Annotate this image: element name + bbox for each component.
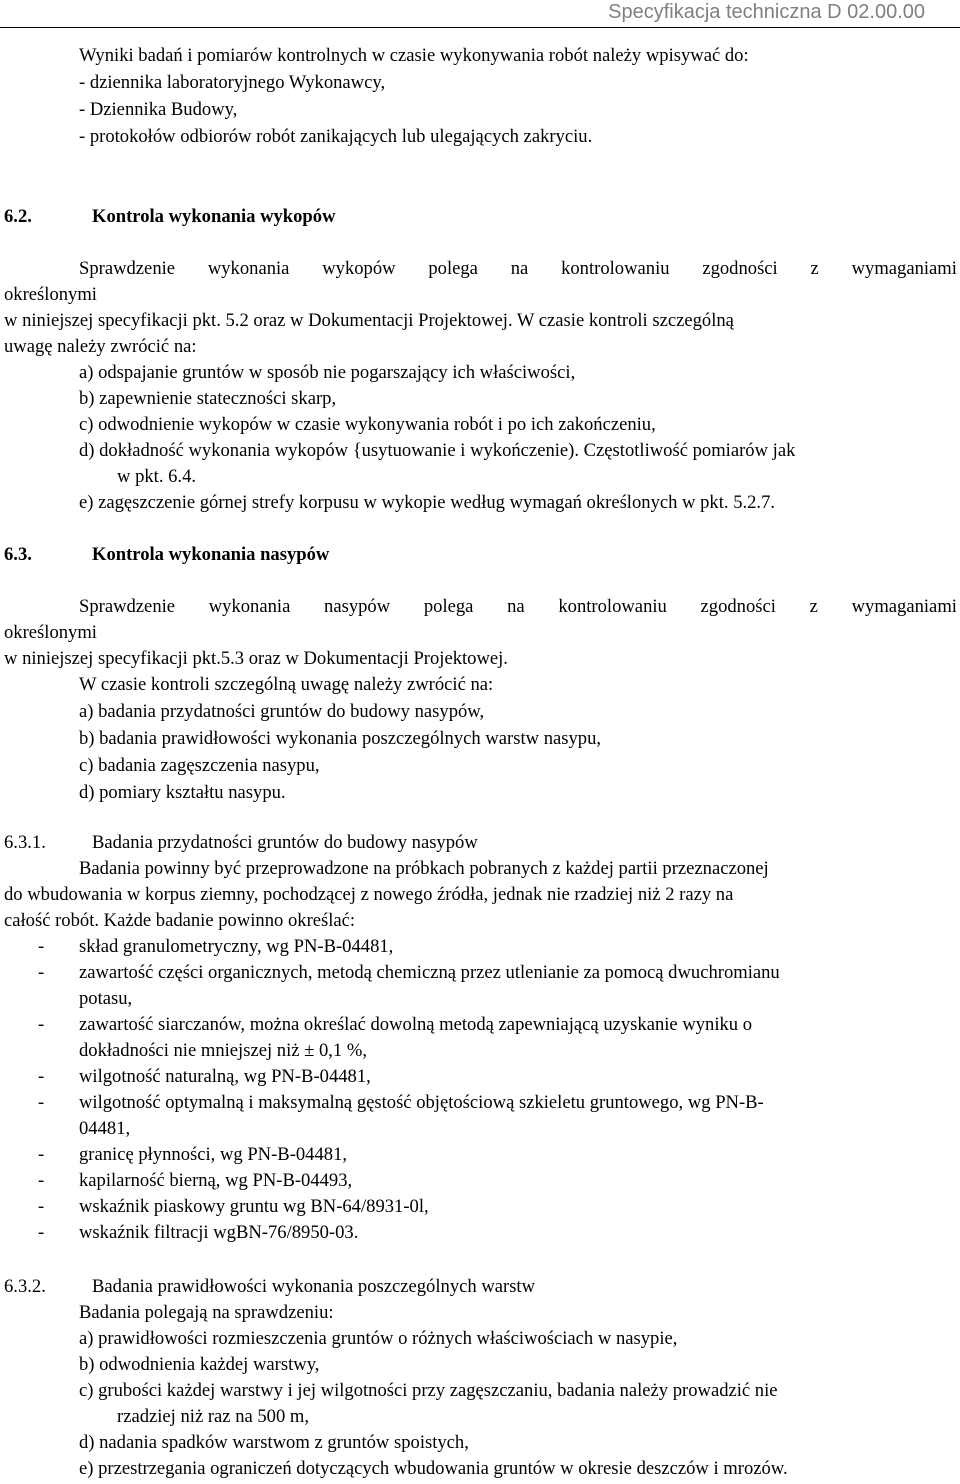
section-title: Kontrola wykonania wykopów (92, 206, 336, 227)
list-item-continuation: rzadziej niż raz na 500 m, (117, 1406, 310, 1427)
dash-bullet: - (38, 1170, 45, 1191)
subsection-number: 6.3.1. (4, 832, 46, 853)
dash-bullet: - (38, 1222, 45, 1243)
list-item-continuation: dokładności nie mniejszej niż ± 0,1 %, (79, 1040, 368, 1061)
subsection-number: 6.3.2. (4, 1276, 46, 1297)
section-title: Kontrola wykonania nasypów (92, 544, 330, 565)
list-item: wskaźnik filtracji wgBN-76/8950-03. (79, 1222, 359, 1243)
subsection-title: Badania przydatności gruntów do budowy nasypów (92, 832, 478, 853)
list-item: a) badania przydatności gruntów do budowy nasypów, (79, 701, 485, 722)
list-item: c) odwodnienie wykopów w czasie wykonywania robót i po ich zakończeniu, (79, 414, 656, 435)
intro-item: - protokołów odbiorów robót zanikających lub ulegających zakryciu. (79, 126, 593, 147)
document-title: Specyfikacja techniczna D 02.00.00 (608, 1, 925, 23)
list-item-continuation: 04481, (79, 1118, 131, 1139)
list-item: d) dokładność wykonania wykopów {usytuowanie i wykończenie). Częstotliwość pomiarów jak (79, 440, 796, 461)
list-item: a) prawidłowości rozmieszczenia gruntów o różnych właściwościach w nasypie, (79, 1328, 678, 1349)
list-item: b) badania prawidłowości wykonania poszczególnych warstw nasypu, (79, 728, 602, 749)
list-item: wilgotność optymalną i maksymalną gęstość objętościową szkieletu gruntowego, wg PN-B- (79, 1092, 764, 1113)
dash-bullet: - (38, 936, 45, 957)
list-item: a) odspajanie gruntów w sposób nie pogarszający ich właściwości, (79, 362, 576, 383)
list-item: b) zapewnienie stateczności skarp, (79, 388, 337, 409)
dash-bullet: - (38, 1066, 45, 1087)
paragraph-line: w niniejszej specyfikacji pkt. 5.2 oraz w Dokumentacji Projektowej. W czasie kontroli szczególną (4, 310, 734, 331)
list-item: d) nadania spadków warstwom z gruntów spoistych, (79, 1432, 469, 1453)
list-item: granicę płynności, wg PN-B-04481, (79, 1144, 348, 1165)
list-item: zawartość siarczanów, można określać dowolną metodą zapewniającą uzyskanie wyniku o (79, 1014, 753, 1035)
list-item-continuation: potasu, (79, 988, 133, 1009)
list-item: c) badania zagęszczenia nasypu, (79, 755, 320, 776)
list-item-continuation: w pkt. 6.4. (117, 466, 197, 487)
paragraph-line: Badania polegają na sprawdzeniu: (79, 1302, 334, 1323)
page-header (0, 0, 960, 28)
paragraph-line: określonymi (4, 284, 97, 305)
paragraph-line: określonymi (4, 622, 97, 643)
paragraph-line: Sprawdzenie wykonania wykopów polega na kontrolowaniu zgodności z wymaganiami (79, 258, 957, 279)
dash-bullet: - (38, 1092, 45, 1113)
paragraph-line: w niniejszej specyfikacji pkt.5.3 oraz w Dokumentacji Projektowej. (4, 648, 508, 669)
paragraph-line: Badania powinny być przeprowadzone na próbkach pobranych z każdej partii przeznaczonej (79, 858, 769, 879)
paragraph-line: do wbudowania w korpus ziemny, pochodzącej z nowego źródła, jednak nie rzadziej niż 2 razy na (4, 884, 734, 905)
intro-item: - Dziennika Budowy, (79, 99, 238, 120)
paragraph-line: W czasie kontroli szczególną uwagę należy zwrócić na: (79, 674, 494, 695)
paragraph-line: uwagę należy zwrócić na: (4, 336, 197, 357)
intro-line: Wyniki badań i pomiarów kontrolnych w czasie wykonywania robót należy wpisywać do: (79, 45, 749, 66)
dash-bullet: - (38, 1196, 45, 1217)
paragraph-line: całość robót. Każde badanie powinno określać: (4, 910, 356, 931)
list-item: d) pomiary kształtu nasypu. (79, 782, 286, 803)
section-number: 6.2. (4, 206, 32, 227)
intro-item: - dziennika laboratoryjnego Wykonawcy, (79, 72, 386, 93)
dash-bullet: - (38, 1144, 45, 1165)
list-item: b) odwodnienia każdej warstwy, (79, 1354, 320, 1375)
list-item: skład granulometryczny, wg PN-B-04481, (79, 936, 394, 957)
list-item: wskaźnik piaskowy gruntu wg BN-64/8931-0l, (79, 1196, 429, 1217)
list-item: wilgotność naturalną, wg PN-B-04481, (79, 1066, 371, 1087)
list-item: e) zagęszczenie górnej strefy korpusu w wykopie według wymagań określonych w pkt. 5.2.7. (79, 492, 776, 513)
list-item: kapilarność bierną, wg PN-B-04493, (79, 1170, 353, 1191)
dash-bullet: - (38, 1014, 45, 1035)
list-item: c) grubości każdej warstwy i jej wilgotności przy zagęszczaniu, badania należy prowadzić nie (79, 1380, 778, 1401)
list-item: zawartość części organicznych, metodą chemiczną przez utlenianie za pomocą dwuchromianu (79, 962, 780, 983)
section-number: 6.3. (4, 544, 32, 565)
subsection-title: Badania prawidłowości wykonania poszczególnych warstw (92, 1276, 536, 1297)
paragraph-line: Sprawdzenie wykonania nasypów polega na kontrolowaniu zgodności z wymaganiami (79, 596, 957, 617)
list-item: e) przestrzegania ograniczeń dotyczących wbudowania gruntów w okresie deszczów i mrozów. (79, 1458, 788, 1479)
dash-bullet: - (38, 962, 45, 983)
